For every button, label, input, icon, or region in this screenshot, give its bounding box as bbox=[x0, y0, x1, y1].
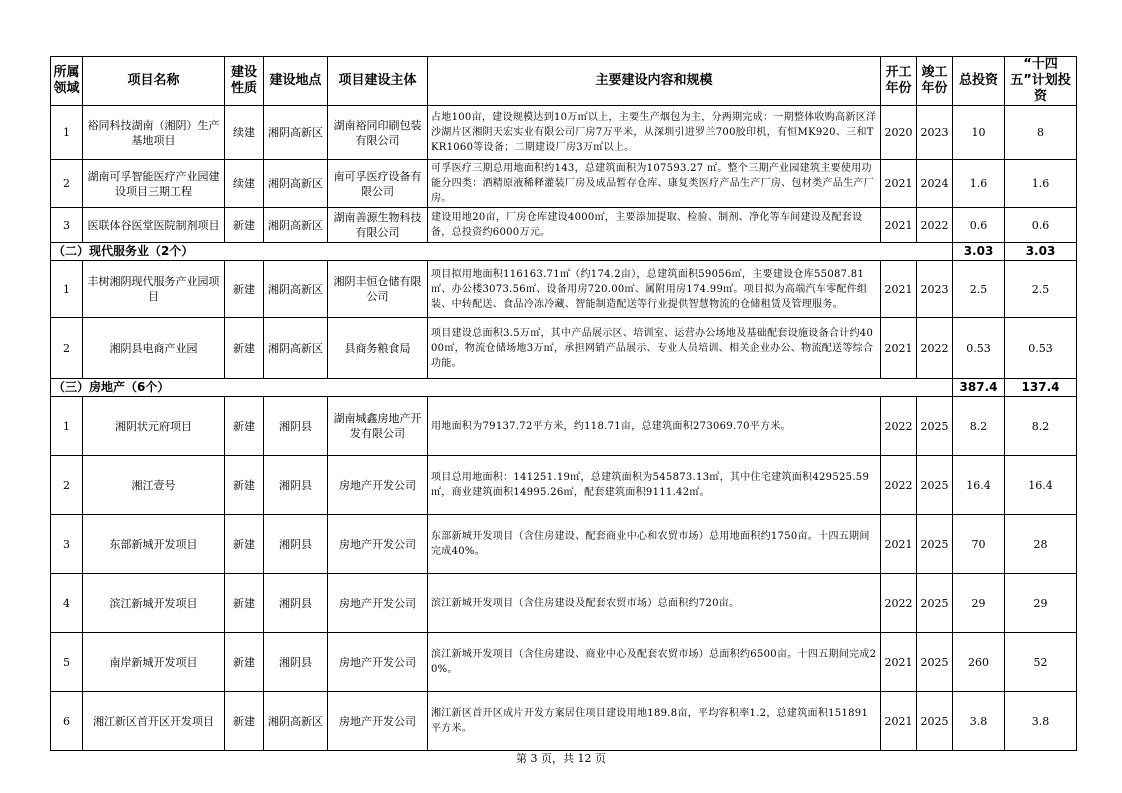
cell-invest: 8.2 bbox=[953, 397, 1005, 456]
cell-invest: 3.8 bbox=[953, 692, 1005, 751]
cell-nature: 新建 bbox=[225, 515, 264, 574]
cell-nature: 续建 bbox=[225, 160, 264, 208]
cell-start: 2021 bbox=[881, 160, 917, 208]
cell-nature: 新建 bbox=[225, 456, 264, 515]
cell-content: 项目拟用地面积116163.71㎡（约174.2亩），总建筑面积59056㎡，主要建设仓库55087.81㎡、办公楼3073.56㎡、设备用房720.00㎡、属附用房174.99㎡。项目拟为高端汽车零配件组装、中转配送、食品冷冻冷藏、智能制造配送等行业提供智慧物流的仓储租赁及管理服务。 bbox=[428, 261, 881, 318]
header-owner: 项目建设主体 bbox=[328, 57, 428, 106]
section-plan: 137.4 bbox=[1005, 379, 1077, 397]
cell-location: 湘阴县 bbox=[264, 456, 328, 515]
cell-name: 湖南可孚智能医疗产业园建设项目三期工程 bbox=[83, 160, 225, 208]
cell-owner: 房地产开发公司 bbox=[328, 456, 428, 515]
cell-invest: 10 bbox=[953, 106, 1005, 160]
cell-invest: 0.53 bbox=[953, 318, 1005, 379]
cell-plan: 28 bbox=[1005, 515, 1077, 574]
cell-content: 用地面积为79137.72平方米，约118.71亩，总建筑面积273069.70平方米。 bbox=[428, 397, 881, 456]
cell-location: 湘阴县 bbox=[264, 515, 328, 574]
header-total-investment: 总投资 bbox=[953, 57, 1005, 106]
cell-invest: 1.6 bbox=[953, 160, 1005, 208]
page-footer: 第 3 页，共 12 页 bbox=[516, 752, 606, 765]
table-row bbox=[51, 574, 1077, 633]
cell-location: 湘阴高新区 bbox=[264, 692, 328, 751]
table-row bbox=[51, 160, 1077, 208]
cell-plan: 3.8 bbox=[1005, 692, 1077, 751]
cell-name: 裕同科技湖南（湘阴）生产基地项目 bbox=[83, 106, 225, 160]
cell-idx: 2 bbox=[51, 318, 83, 379]
header-plan-investment: “十四五”计划投资 bbox=[1005, 57, 1077, 106]
header-field: 所属领域 bbox=[51, 57, 83, 106]
cell-nature: 续建 bbox=[225, 106, 264, 160]
cell-content: 项目总用地面积：141251.19㎡，总建筑面积为545873.13㎡，其中住宅建筑面积429525.59㎡，商业建筑面积14995.26㎡，配套建筑面积9111.42㎡。 bbox=[428, 456, 881, 515]
cell-idx: 4 bbox=[51, 574, 83, 633]
table-row bbox=[51, 692, 1077, 751]
cell-owner: 湖南裕同印刷包装有限公司 bbox=[328, 106, 428, 160]
table-row bbox=[51, 633, 1077, 692]
section-row bbox=[51, 243, 1077, 261]
cell-location: 湘阴高新区 bbox=[264, 208, 328, 243]
cell-end: 2022 bbox=[917, 318, 953, 379]
cell-plan: 1.6 bbox=[1005, 160, 1077, 208]
cell-start: 2021 bbox=[881, 261, 917, 318]
table-row bbox=[51, 106, 1077, 160]
cell-owner: 南可孚医疗设备有限公司 bbox=[328, 160, 428, 208]
cell-idx: 3 bbox=[51, 208, 83, 243]
cell-owner: 房地产开发公司 bbox=[328, 692, 428, 751]
cell-nature: 新建 bbox=[225, 261, 264, 318]
cell-invest: 260 bbox=[953, 633, 1005, 692]
cell-end: 2025 bbox=[917, 692, 953, 751]
cell-content: 湘江新区首开区成片开发方案居住项目建设用地189.8亩，平均容积率1.2，总建筑面积151891平方米。 bbox=[428, 692, 881, 751]
cell-name: 湘阴县电商产业园 bbox=[83, 318, 225, 379]
cell-content: 项目建设总面积3.5万㎡，其中产品展示区、培训室、运营办公场地及基础配套设施设备合计约4000㎡，物流仓储场地3万㎡，承担网销产品展示、专业人员培训、相关企业办公、物流配送等综合功能。 bbox=[428, 318, 881, 379]
cell-content: 可孚医疗三期总用地面积约143，总建筑面积为107593.27 ㎡。整个三期产业园建筑主要使用功能分四类：酒精原液稀释灌装厂房及成品暂存仓库、康复类医疗产品生产厂房、包材类产品生产厂房。 bbox=[428, 160, 881, 208]
cell-plan: 2.5 bbox=[1005, 261, 1077, 318]
cell-location: 湘阴高新区 bbox=[264, 318, 328, 379]
cell-location: 湘阴县 bbox=[264, 633, 328, 692]
cell-idx: 6 bbox=[51, 692, 83, 751]
cell-plan: 16.4 bbox=[1005, 456, 1077, 515]
cell-end: 2025 bbox=[917, 397, 953, 456]
cell-plan: 8 bbox=[1005, 106, 1077, 160]
cell-start: 2021 bbox=[881, 692, 917, 751]
cell-start: 2022 bbox=[881, 574, 917, 633]
header-name: 项目名称 bbox=[83, 57, 225, 106]
section-title: （二）现代服务业（2个） bbox=[51, 243, 953, 261]
cell-invest: 29 bbox=[953, 574, 1005, 633]
cell-start: 2022 bbox=[881, 456, 917, 515]
header-row bbox=[51, 57, 1077, 106]
cell-plan: 29 bbox=[1005, 574, 1077, 633]
cell-owner: 房地产开发公司 bbox=[328, 574, 428, 633]
cell-content: 滨江新城开发项目（含住房建设、商业中心及配套农贸市场）总面积约6500亩。十四五期间完成20%。 bbox=[428, 633, 881, 692]
header-start-year: 开工年份 bbox=[881, 57, 917, 106]
cell-location: 湘阴高新区 bbox=[264, 261, 328, 318]
cell-content: 占地100亩，建设规模达到10万㎡以上，主要生产烟包为主，分两期完成：一期整体收购高新区洋沙湖片区湘阴天宏实业有限公司厂房7万平米，从深圳引进罗兰700胶印机，有恒MK920、三和TKR1060等设备；二期建设厂房3万㎡以上。 bbox=[428, 106, 881, 160]
cell-location: 湘阴高新区 bbox=[264, 106, 328, 160]
cell-plan: 52 bbox=[1005, 633, 1077, 692]
section-plan: 3.03 bbox=[1005, 243, 1077, 261]
cell-end: 2025 bbox=[917, 515, 953, 574]
cell-nature: 新建 bbox=[225, 208, 264, 243]
header-nature: 建设性质 bbox=[225, 57, 264, 106]
cell-owner: 湖南善源生物科技有限公司 bbox=[328, 208, 428, 243]
cell-invest: 70 bbox=[953, 515, 1005, 574]
cell-invest: 2.5 bbox=[953, 261, 1005, 318]
cell-nature: 新建 bbox=[225, 318, 264, 379]
cell-location: 湘阴县 bbox=[264, 574, 328, 633]
cell-location: 湘阴县 bbox=[264, 397, 328, 456]
project-table bbox=[50, 56, 1077, 751]
cell-idx: 1 bbox=[51, 261, 83, 318]
cell-end: 2022 bbox=[917, 208, 953, 243]
cell-plan: 0.53 bbox=[1005, 318, 1077, 379]
table-row bbox=[51, 208, 1077, 243]
cell-name: 丰树湘阴现代服务产业园项目 bbox=[83, 261, 225, 318]
cell-start: 2021 bbox=[881, 208, 917, 243]
cell-end: 2024 bbox=[917, 160, 953, 208]
cell-content: 东部新城开发项目（含住房建设、配套商业中心和农贸市场）总用地面积约1750亩。十四五期间完成40%。 bbox=[428, 515, 881, 574]
cell-name: 湘江新区首开区开发项目 bbox=[83, 692, 225, 751]
cell-content: 建设用地20亩，厂房仓库建设4000㎡，主要添加提取、检验、制剂、净化等车间建设及配套设备，总投资约6000万元。 bbox=[428, 208, 881, 243]
cell-end: 2025 bbox=[917, 633, 953, 692]
cell-end: 2025 bbox=[917, 456, 953, 515]
cell-owner: 湘阴丰恒仓储有限公司 bbox=[328, 261, 428, 318]
header-content: 主要建设内容和规模 bbox=[428, 57, 881, 106]
cell-end: 2023 bbox=[917, 106, 953, 160]
table-body bbox=[51, 106, 1077, 751]
cell-nature: 新建 bbox=[225, 633, 264, 692]
cell-invest: 16.4 bbox=[953, 456, 1005, 515]
table-row bbox=[51, 318, 1077, 379]
cell-invest: 0.6 bbox=[953, 208, 1005, 243]
cell-start: 2021 bbox=[881, 318, 917, 379]
cell-start: 2020 bbox=[881, 106, 917, 160]
cell-name: 南岸新城开发项目 bbox=[83, 633, 225, 692]
section-row bbox=[51, 379, 1077, 397]
header-location: 建设地点 bbox=[264, 57, 328, 106]
cell-owner: 房地产开发公司 bbox=[328, 633, 428, 692]
cell-end: 2025 bbox=[917, 574, 953, 633]
cell-idx: 3 bbox=[51, 515, 83, 574]
cell-idx: 5 bbox=[51, 633, 83, 692]
cell-nature: 新建 bbox=[225, 574, 264, 633]
section-title: （三）房地产（6个） bbox=[51, 379, 953, 397]
table-row bbox=[51, 261, 1077, 318]
cell-plan: 0.6 bbox=[1005, 208, 1077, 243]
cell-name: 湘江壹号 bbox=[83, 456, 225, 515]
cell-name: 滨江新城开发项目 bbox=[83, 574, 225, 633]
cell-idx: 1 bbox=[51, 397, 83, 456]
cell-name: 湘阴状元府项目 bbox=[83, 397, 225, 456]
cell-owner: 湖南城鑫房地产开发有限公司 bbox=[328, 397, 428, 456]
cell-end: 2023 bbox=[917, 261, 953, 318]
cell-plan: 8.2 bbox=[1005, 397, 1077, 456]
cell-name: 东部新城开发项目 bbox=[83, 515, 225, 574]
section-invest: 387.4 bbox=[953, 379, 1005, 397]
cell-idx: 1 bbox=[51, 106, 83, 160]
cell-owner: 县商务粮食局 bbox=[328, 318, 428, 379]
table-row bbox=[51, 456, 1077, 515]
table-row bbox=[51, 397, 1077, 456]
table-row bbox=[51, 515, 1077, 574]
cell-location: 湘阴高新区 bbox=[264, 160, 328, 208]
cell-idx: 2 bbox=[51, 456, 83, 515]
cell-start: 2021 bbox=[881, 515, 917, 574]
header-end-year: 竣工年份 bbox=[917, 57, 953, 106]
cell-owner: 房地产开发公司 bbox=[328, 515, 428, 574]
cell-nature: 新建 bbox=[225, 397, 264, 456]
cell-idx: 2 bbox=[51, 160, 83, 208]
cell-nature: 新建 bbox=[225, 692, 264, 751]
cell-content: 滨江新城开发项目（含住房建设及配套农贸市场）总面积约720亩。 bbox=[428, 574, 881, 633]
cell-start: 2022 bbox=[881, 397, 917, 456]
section-invest: 3.03 bbox=[953, 243, 1005, 261]
cell-name: 医联体谷医堂医院制剂项目 bbox=[83, 208, 225, 243]
cell-start: 2021 bbox=[881, 633, 917, 692]
